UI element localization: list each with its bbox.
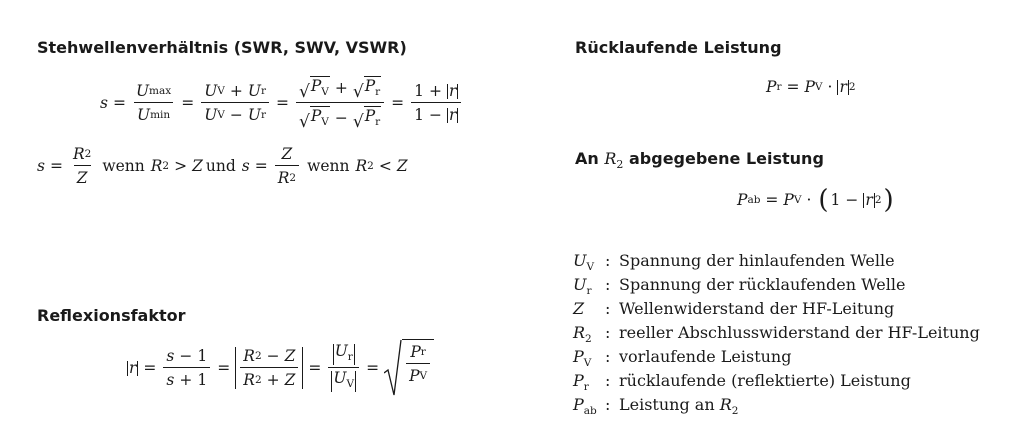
heading-swr	[37, 38, 407, 57]
symbol-legend	[573, 251, 980, 419]
equation-swr-resistance: s = R 2 Z wenn R 2 > Z und s = Z R 2 wenn R 2 < Z	[37, 145, 408, 187]
legend-item: $P_V$ : vorlaufende Leistung	[573, 347, 792, 369]
sqrt-power-ratio: P r P V	[384, 339, 434, 397]
fraction-umax-umin: U max U min	[135, 82, 172, 124]
equation-delivered-power: P ab = P V · ( 1 − r 2 )	[737, 185, 894, 215]
legend-item: $U_r$ : Spannung der rücklaufenden Welle	[573, 275, 906, 297]
equation-reflection-factor: r = s − 1 s + 1 = R 2 − Z R 2 + Z = $\frac{U_r}{U_V}$ = P r P V	[127, 339, 434, 397]
heading-reflection	[37, 306, 186, 325]
equation-return-power: P r = P V · r 2	[766, 77, 856, 96]
heading-swr-text: Stehwellenverhältnis (SWR, SWV, VSWR)	[37, 38, 407, 57]
equation-swr-definition: s = U max U min = U V + U r U V − U r = √ $P_V$ + √ $P_r$ √ $P_V$ − √ $P_r$ = 1 + r 1 − r	[100, 76, 463, 130]
fraction-uv-ur: U V + U r U V − U r	[201, 82, 269, 124]
legend-item: $U_V$ : Spannung der hinlaufenden Welle	[573, 251, 895, 273]
fraction-reflection: 1 + r 1 − r	[411, 82, 461, 124]
heading-delivered-power: An $R_2$ abgegebene Leistung	[575, 149, 824, 172]
heading-return-power-text: Rücklaufende Leistung	[575, 38, 782, 57]
legend-item: Z : Wellenwiderstand der HF-Leitung	[573, 299, 895, 318]
heading-reflection-text: Reflexionsfaktor	[37, 306, 186, 325]
legend-item: $R_2$ : reeller Abschlusswiderstand der HF-Leitung	[573, 323, 980, 345]
fraction-sqrt-powers: √ $P_V$ + √ $P_r$ √ $P_V$ − √ $P_r$	[296, 76, 384, 130]
legend-item: $P_r$ : rücklaufende (reflektierte) Leistung	[573, 371, 911, 393]
heading-return-power	[575, 38, 782, 57]
radical-sign	[384, 339, 402, 397]
legend-item: $P_{ab}$ : Leistung an $R_2$	[573, 395, 739, 417]
